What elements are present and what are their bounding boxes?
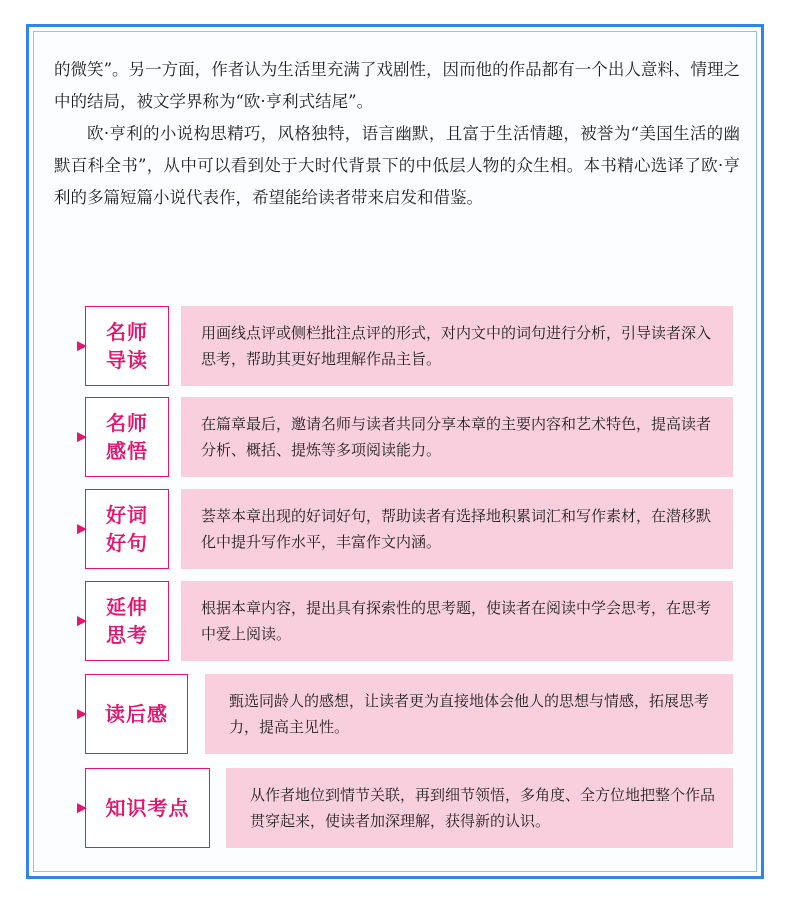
feature-description: 用画线点评或侧栏批注点评的形式，对内文中的词句进行分析，引导读者深入思考，帮助其更好地理解作品主旨。	[181, 306, 733, 386]
feature-badge	[77, 397, 169, 477]
feature-badge	[77, 768, 210, 848]
feature-title: 好词 好句	[106, 503, 148, 555]
feature-badge	[77, 581, 169, 661]
arrow-icon: ▶	[77, 338, 87, 354]
feature-title: 名师 导读	[106, 320, 148, 372]
arrow-icon: ▶	[77, 613, 87, 629]
arrow-icon: ▶	[77, 706, 87, 722]
feature-title: 名师 感悟	[106, 411, 148, 463]
feature-badge	[77, 306, 169, 386]
arrow-icon: ▶	[77, 800, 87, 816]
arrow-icon: ▶	[77, 521, 87, 537]
paragraph-1: 的微笑”。另一方面，作者认为生活里充满了戏剧性，因而他的作品都有一个出人意料、情理之中的结局，被文学界称为“欧·亨利式结尾”。	[54, 60, 740, 111]
feature-badge	[77, 674, 188, 754]
feature-description: 在篇章最后，邀请名师与读者共同分享本章的主要内容和艺术特色，提高读者分析、概括、提炼等多项阅读能力。	[181, 397, 733, 477]
feature-title: 读后感	[105, 702, 168, 726]
arrow-icon: ▶	[77, 429, 87, 445]
feature-description: 根据本章内容，提出具有探索性的思考题，使读者在阅读中学会思考，在思考中爱上阅读。	[181, 581, 733, 661]
feature-description: 从作者地位到情节关联，再到细节领悟，多角度、全方位地把整个作品贯穿起来，使读者加深理解，获得新的认识。	[226, 768, 733, 848]
feature-badge	[77, 489, 169, 569]
feature-description: 荟萃本章出现的好词好句，帮助读者有选择地积累词汇和写作素材，在潜移默化中提升写作水平，丰富作文内涵。	[181, 489, 733, 569]
page-frame	[26, 24, 764, 879]
intro-text	[54, 54, 740, 214]
feature-title: 延伸 思考	[106, 595, 148, 647]
paragraph-2: 欧·亨利的小说构思精巧，风格独特，语言幽默，且富于生活情趣，被誉为“美国生活的幽默百科全书”，从中可以看到处于大时代背景下的中低层人物的众生相。本书精心选译了欧·亨利的多篇短篇小说代表作，希望能给读者带来启发和借鉴。	[54, 124, 740, 207]
page-content	[33, 31, 757, 872]
feature-title: 知识考点	[105, 796, 190, 820]
feature-description: 甄选同龄人的感想，让读者更为直接地体会他人的思想与情感，拓展思考力，提高主见性。	[205, 674, 733, 754]
